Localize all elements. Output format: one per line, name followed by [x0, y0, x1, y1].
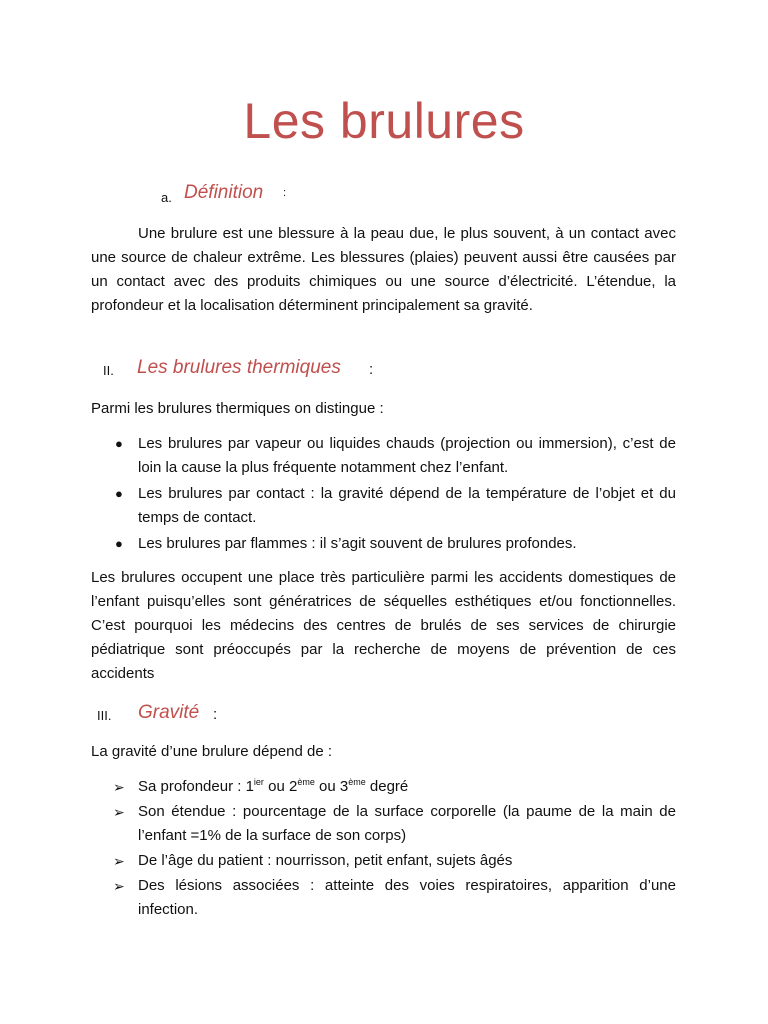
list-item: ● Les brulures par flammes : il s’agit souvent de brulures profondes.	[91, 532, 676, 556]
section-colon: :	[283, 187, 287, 199]
arrow-bullet-icon: ➢	[113, 804, 125, 820]
bullet-icon: ●	[115, 536, 123, 551]
section-title: Gravité	[138, 702, 200, 723]
section-number: a.	[161, 190, 172, 205]
list-item: ➢ De l’âge du patient : nourrisson, petit enfant, sujets âgés	[91, 849, 676, 873]
bullet-icon: ●	[115, 436, 123, 451]
arrow-bullet-icon: ➢	[113, 878, 125, 894]
section-colon: :	[369, 361, 374, 378]
gravity-intro: La gravité d’une brulure dépend de :	[91, 743, 333, 760]
list-item: ● Les brulures par contact : la gravité dépend de la température de l’objet et du temps de contact.	[91, 482, 676, 530]
document-title: Les brulures	[243, 93, 525, 149]
arrow-bullet-icon: ➢	[113, 779, 125, 795]
section-colon: :	[213, 706, 218, 723]
list-item: ➢ Des lésions associées : atteinte des voies respiratoires, apparition d’une infection.	[91, 874, 676, 922]
arrow-bullet-icon: ➢	[113, 853, 125, 869]
definition-paragraph: Une brulure est une blessure à la peau due, le plus souvent, à un contact avec une source de chaleur extrême. Les blessures (plaies) peuvent aussi être causées par un contact avec des produits chimiques ou une source d’électricité. L’étendue, la profondeur et la localisation déterminent principalement sa gravité.	[91, 225, 676, 314]
section-title: Les brulures thermiques	[137, 357, 341, 378]
section-number: III.	[97, 708, 112, 723]
list-item: ● Les brulures par vapeur ou liquides chauds (projection ou immersion), c’est de loin la cause la plus fréquente notamment chez l’enfant.	[91, 432, 676, 480]
section-title: Définition	[184, 182, 264, 203]
gravity-factor-list	[91, 775, 676, 923]
thermal-paragraph: Les brulures occupent une place très particulière parmi les accidents domestiques de l’enfant puisqu’elles sont génératrices de séquelles esthétiques et/ou fonctionnelles. C’est pourquoi les médecins des centres de brulés de ses services de chirurgie pédiatrique sont préoccupés par la recherche de moyens de prévention de ces accidents	[91, 569, 676, 682]
thermal-intro: Parmi les brulures thermiques on distingue :	[91, 400, 384, 417]
list-item: ➢ Sa profondeur : $1^{ier}$ ou 2ème ou 3ème degré	[91, 775, 676, 799]
list-item: ➢ Son étendue : pourcentage de la surface corporelle (la paume de la main de l’enfant =1% de la surface de son corps)	[91, 800, 676, 848]
section-number: II.	[103, 363, 114, 378]
bullet-icon: ●	[115, 486, 123, 501]
thermal-burn-list	[91, 432, 676, 558]
